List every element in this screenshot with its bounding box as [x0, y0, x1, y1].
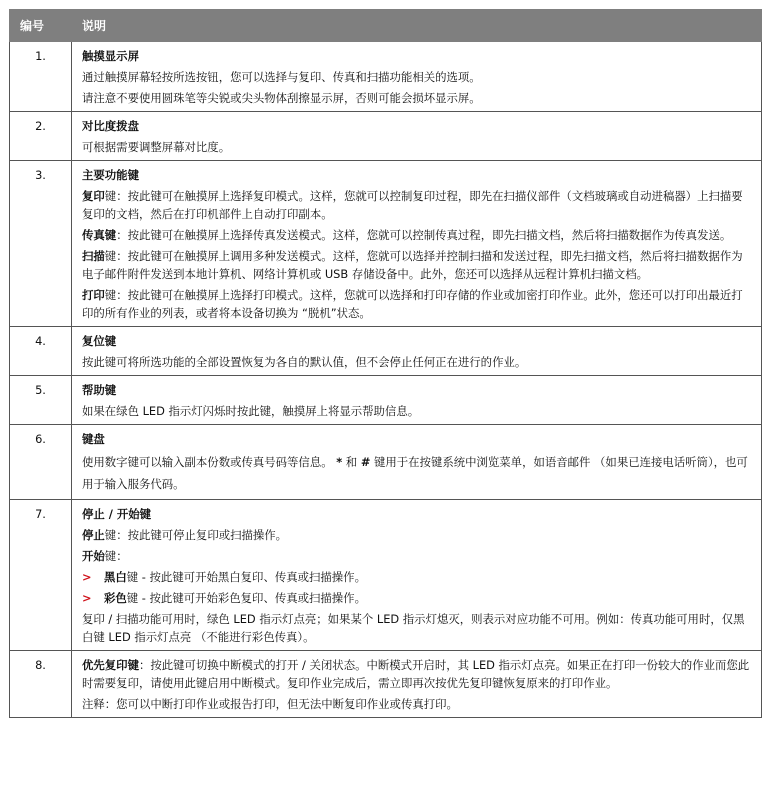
color-key-item [82, 589, 753, 607]
row-text: 复印 / 扫描功能可用时，绿色 LED 指示灯点亮；如果某个 LED 指示灯熄灭，则表示对应功能不可用。例如：传真功能可用时，仅黑白键 LED 指示灯点亮 （不能进行彩色传真）。 [82, 612, 745, 644]
key-text: 键： [104, 549, 128, 563]
table-row [10, 376, 762, 425]
hash-key-symbol: # [360, 455, 371, 469]
start-key-description [82, 547, 753, 565]
header-number: 编号 [10, 10, 72, 42]
arrow-bullet-icon: > [82, 591, 92, 605]
key-name: 开始 [82, 549, 105, 563]
row-description [72, 425, 762, 500]
key-name: 传真键 [82, 228, 117, 242]
stop-key-description [82, 526, 753, 544]
row-title: 优先复印键 [82, 658, 139, 672]
row-description [72, 161, 762, 327]
description-table [9, 9, 762, 718]
table-row [10, 651, 762, 718]
row-text: 按此键可将所选功能的全部设置恢复为各自的默认值，但不会停止任何正在进行的作业。 [82, 355, 527, 369]
key-text: ：按此键可在触摸屏上选择传真发送模式。这样，您就可以控制传真过程，即先扫描文档，然后将扫描数据作为传真发送。 [116, 228, 732, 242]
keypad-description [82, 451, 753, 495]
row-text: 请注意不要使用圆珠笔等尖锐或尖头物体刮擦显示屏，否则可能会损坏显示屏。 [82, 91, 481, 105]
key-text: 键：按此键可停止复印或扫描操作。 [104, 528, 288, 542]
table-row [10, 112, 762, 161]
row-number: 3. [10, 161, 72, 327]
key-name: 扫描 [82, 249, 105, 263]
key-text: 键：按此键可在触摸屏上选择打印模式。这样，您就可以选择和打印存储的作业或加密打印作业。此外，您还可以打印出最近打印的所有作业的列表，或者将本设备切换为 “脱机”状态。 [82, 288, 743, 320]
row-text: 可根据需要调整屏幕对比度。 [82, 140, 231, 154]
star-key-symbol: * [336, 455, 343, 469]
priority-copy-description [82, 656, 753, 692]
row-number: 1. [10, 42, 72, 112]
key-name: 复印 [82, 189, 105, 203]
row-title: 停止 / 开始键 [82, 507, 152, 521]
bw-key-item [82, 568, 753, 586]
fax-key-description [82, 226, 753, 244]
scan-key-description [82, 247, 753, 283]
key-name: 黑白 [104, 570, 127, 584]
header-description: 说明 [72, 10, 762, 42]
table-header-row [10, 10, 762, 42]
table-row [10, 42, 762, 112]
row-text: 通过触摸屏幕轻按所选按钮，您可以选择与复印、传真和扫描功能相关的选项。 [82, 70, 481, 84]
row-title: 触摸显示屏 [82, 49, 139, 63]
row-text: 键用于在按键系统中浏览菜单，如语音邮件 （如果已连接电话听筒），也可用于输入服务代码。 [82, 455, 748, 491]
row-title: 主要功能键 [82, 168, 139, 182]
row-title: 对比度拨盘 [82, 119, 139, 133]
key-name: 彩色 [104, 591, 127, 605]
row-text: 如果在绿色 LED 指示灯闪烁时按此键，触摸屏上将显示帮助信息。 [82, 404, 420, 418]
table-row [10, 500, 762, 651]
copy-key-description [82, 187, 753, 223]
description-table-wrapper [9, 9, 762, 718]
row-text: 使用数字键可以输入副本份数或传真号码等信息。 [82, 455, 337, 469]
key-text: 键：按此键可在触摸屏上选择复印模式。这样，您就可以控制复印过程，即先在扫描仪部件（文档玻璃或自动进稿器）上扫描要复印的文档，然后在打印机部件上自动打印副本。 [82, 189, 743, 221]
note-text: 注释：您可以中断打印作业或报告打印，但无法中断复印作业或传真打印。 [82, 697, 458, 711]
row-description [72, 500, 762, 651]
table-row [10, 425, 762, 500]
key-name: 打印 [82, 288, 105, 302]
row-text: ：按此键可切换中断模式的打开 / 关闭状态。中断模式开启时，其 LED 指示灯点亮。如果正在打印一份较大的作业而您此时需要复印，请使用此键启用中断模式。复印作业完成后，需立即再次按优先复印键恢复原来的打印作业。 [82, 658, 750, 690]
row-number: 7. [10, 500, 72, 651]
arrow-bullet-icon: > [82, 570, 92, 584]
row-description [72, 327, 762, 376]
table-row [10, 327, 762, 376]
row-title: 键盘 [82, 432, 105, 446]
key-text: 键 - 按此键可开始黑白复印、传真或扫描操作。 [126, 570, 366, 584]
row-description [72, 376, 762, 425]
row-description [72, 42, 762, 112]
row-description [72, 651, 762, 718]
print-key-description [82, 286, 753, 322]
table-row [10, 161, 762, 327]
row-number: 6. [10, 425, 72, 500]
row-number: 2. [10, 112, 72, 161]
row-number: 5. [10, 376, 72, 425]
row-title: 复位键 [82, 334, 117, 348]
row-text: 和 [342, 455, 361, 469]
row-title: 帮助键 [82, 383, 117, 397]
row-number: 8. [10, 651, 72, 718]
key-text: 键 - 按此键可开始彩色复印、传真或扫描操作。 [126, 591, 366, 605]
row-number: 4. [10, 327, 72, 376]
row-description [72, 112, 762, 161]
key-name: 停止 [82, 528, 105, 542]
key-text: 键：按此键可在触摸屏上调用多种发送模式。这样，您就可以选择并控制扫描和发送过程，即先扫描文档，然后将扫描数据作为电子邮件附件发送到本地计算机、网络计算机或 USB 存储设备中。此外，您还可以选择从远程计算机扫描文档。 [82, 249, 743, 281]
